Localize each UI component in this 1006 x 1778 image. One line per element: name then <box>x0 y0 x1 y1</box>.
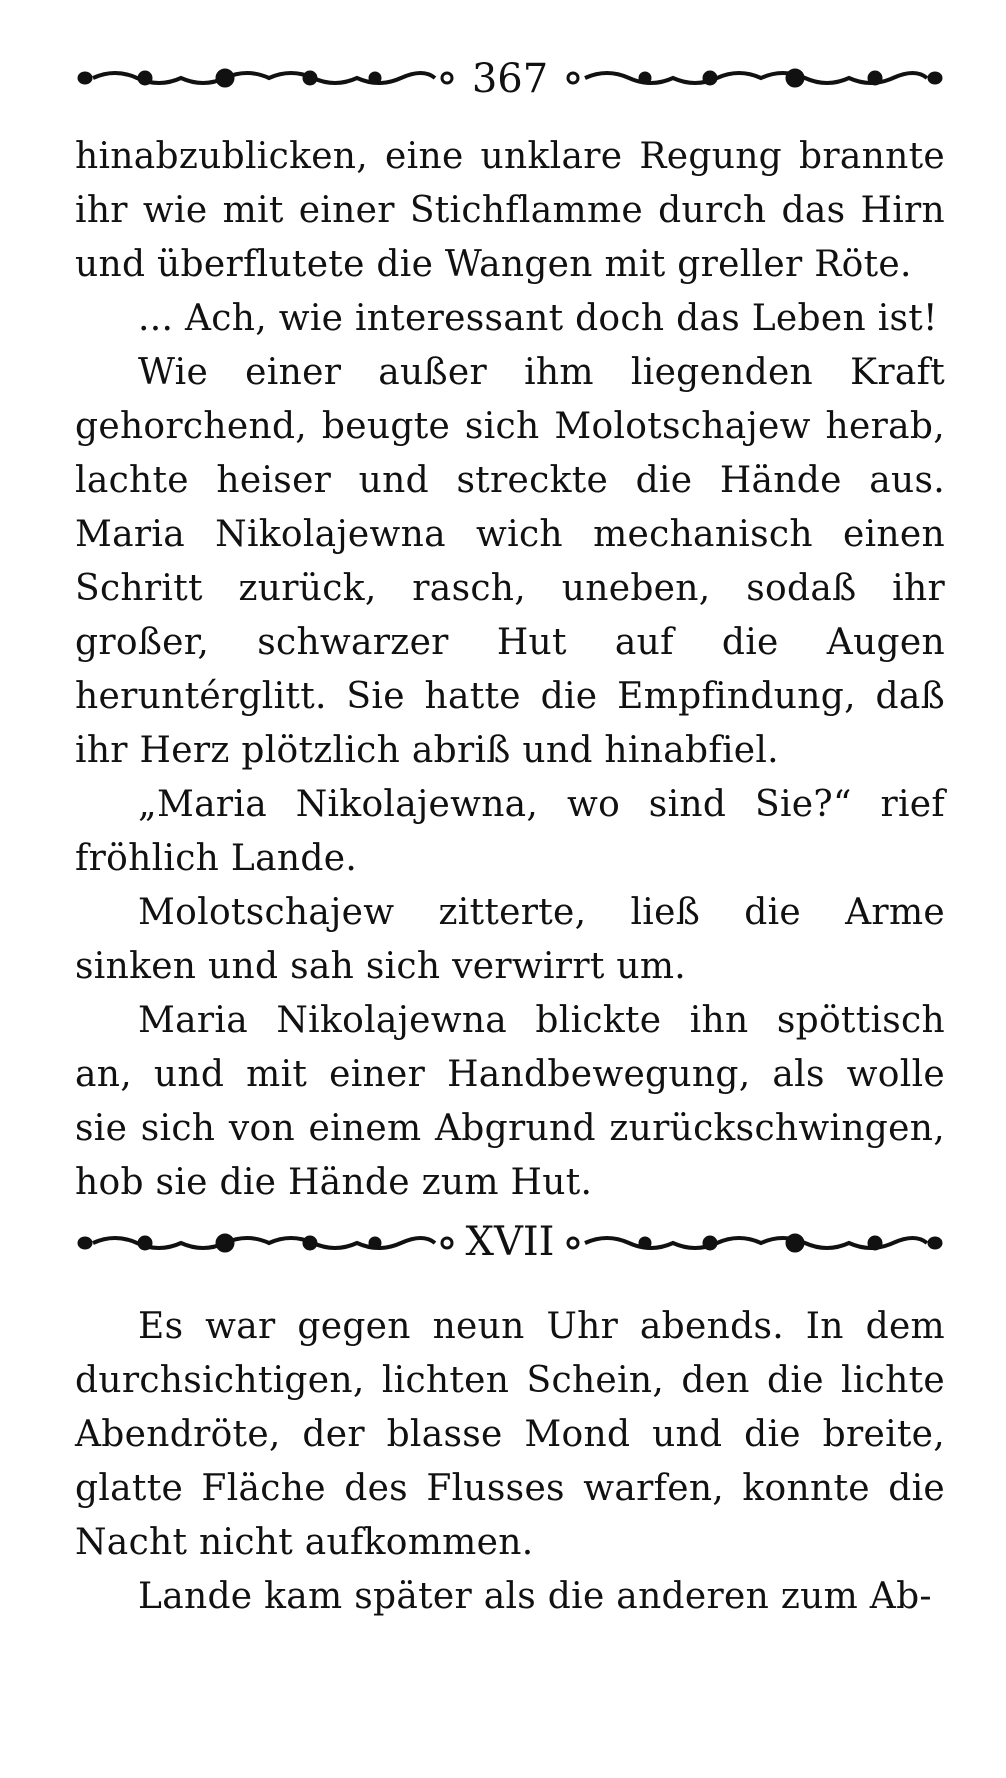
page-number: 367 <box>471 56 549 102</box>
text-section-2 <box>75 1300 945 1624</box>
paragraph: „Maria Nikolajewna, wo sind Sie?“ rief fröhlich Lande. <box>75 784 945 879</box>
paragraph: Lande kam später als die anderen zum Ab- <box>138 1576 932 1617</box>
paragraph: Molotschajew zitterte, ließ die Arme sinken und sah sich verwirrt um. <box>75 892 945 987</box>
right-ornament-icon <box>565 1228 945 1258</box>
paragraph: ... Ach, wie interessant doch das Leben ist! <box>138 298 938 339</box>
chapter-heading <box>75 1220 945 1270</box>
left-ornament-icon <box>75 1228 455 1258</box>
page-header <box>75 55 945 105</box>
paragraph: Es war gegen neun Uhr abends. In dem durchsichtigen, lichten Schein, den die lichte Abendröte, der blasse Mond und die breite, glatte Fläche des Flusses warfen, konnte die Nacht nicht aufkommen. <box>75 1306 945 1563</box>
text-section-1 <box>75 130 945 1210</box>
paragraph: Wie einer außer ihm liegenden Kraft gehorchend, beugte sich Molotschajew herab, lachte heiser und streckte die Hände aus. Maria Nikolajewna wich mechanisch einen Schritt zurück, rasch, uneben, sodaß ihr großer, schwarzer Hut auf die Augen heruntérglitt. Sie hatte die Empfindung, daß ihr Herz plötzlich abriß und hinabfiel. <box>75 352 945 771</box>
right-ornament-icon <box>565 63 945 93</box>
paragraph: hinabzublicken, eine unklare Regung brannte ihr wie mit einer Stichflamme durch das Hirn und überflutete die Wangen mit greller Röte. <box>75 136 945 285</box>
chapter-title: XVII <box>465 1219 555 1265</box>
left-ornament-icon <box>75 63 455 93</box>
paragraph: Maria Nikolajewna blickte ihn spöttisch an, und mit einer Handbewegung, als wolle sie sich von einem Abgrund zurückschwingen, hob sie die Hände zum Hut. <box>75 1000 945 1203</box>
